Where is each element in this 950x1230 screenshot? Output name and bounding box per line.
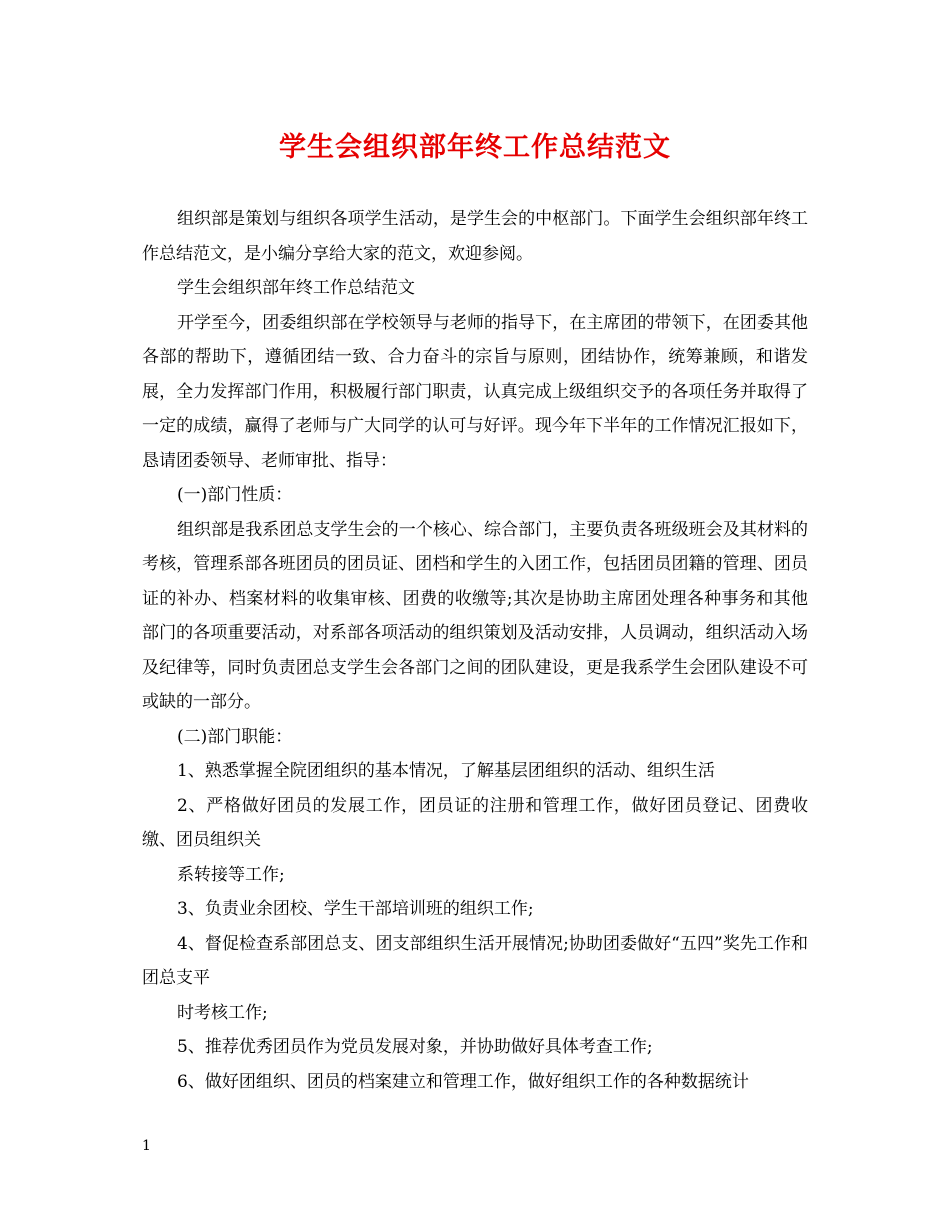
paragraph: 组织部是我系团总支学生会的一个核心、综合部门，主要负责各班级班会及其材料的考核，管理系部各班团员的团员证、团档和学生的入团工作，包括团员团籍的管理、团员证的补办、档案材料的收集审核、团费的收缴等;其次是协助主席团处理各种事务和其他部门的各项重要活动，对系部各项活动的组织策划及活动安排，人员调动，组织活动入场及纪律等，同时负责团总支学生会各部门之间的团队建设，更是我系学生会团队建设不可或缺的一部分。	[142, 519, 808, 712]
list-item: 1、熟悉掌握全院团组织的基本情况，了解基层团组织的活动、组织生活	[177, 761, 715, 781]
list-item: 3、负责业余团校、学生干部培训班的组织工作;	[177, 899, 534, 919]
paragraph: 开学至今，团委组织部在学校领导与老师的指导下，在主席团的带领下，在团委其他各部的帮助下，遵循团结一致、合力奋斗的宗旨与原则，团结协作，统筹兼顾，和谐发展，全力发挥部门作用，积极履行部门职责，认真完成上级组织交予的各项任务并取得了一定的成绩，赢得了老师与广大同学的认可与好评。现今年下半年的工作情况汇报如下，恳请团委领导、老师审批、指导：	[142, 312, 808, 471]
list-item-continuation: 系转接等工作;	[177, 864, 285, 885]
page-number: 1	[142, 1138, 151, 1154]
document-body	[142, 202, 808, 1099]
list-item: 4、督促检查系部团总支、团支部组织生活开展情况;协助团委做好“五四”奖先工作和团总支平	[142, 933, 808, 988]
paragraph: 组织部是策划与组织各项学生活动，是学生会的中枢部门。下面学生会组织部年终工作总结范文，是小编分享给大家的范文，欢迎参阅。	[142, 209, 808, 264]
section-heading: (二)部门职能：	[177, 726, 293, 747]
list-item: 2、严格做好团员的发展工作，团员证的注册和管理工作，做好团员登记、团费收缴、团员组织关	[142, 795, 808, 850]
list-item: 6、做好团组织、团员的档案建立和管理工作，做好组织工作的各种数据统计	[177, 1071, 749, 1092]
list-item: 5、推荐优秀团员作为党员发展对象，并协助做好具体考查工作;	[177, 1037, 653, 1057]
paragraph: 学生会组织部年终工作总结范文	[177, 278, 415, 298]
section-heading: (一)部门性质：	[177, 485, 293, 505]
list-item-continuation: 时考核工作;	[177, 1002, 268, 1023]
document-title: 学生会组织部年终工作总结范文	[279, 132, 671, 163]
